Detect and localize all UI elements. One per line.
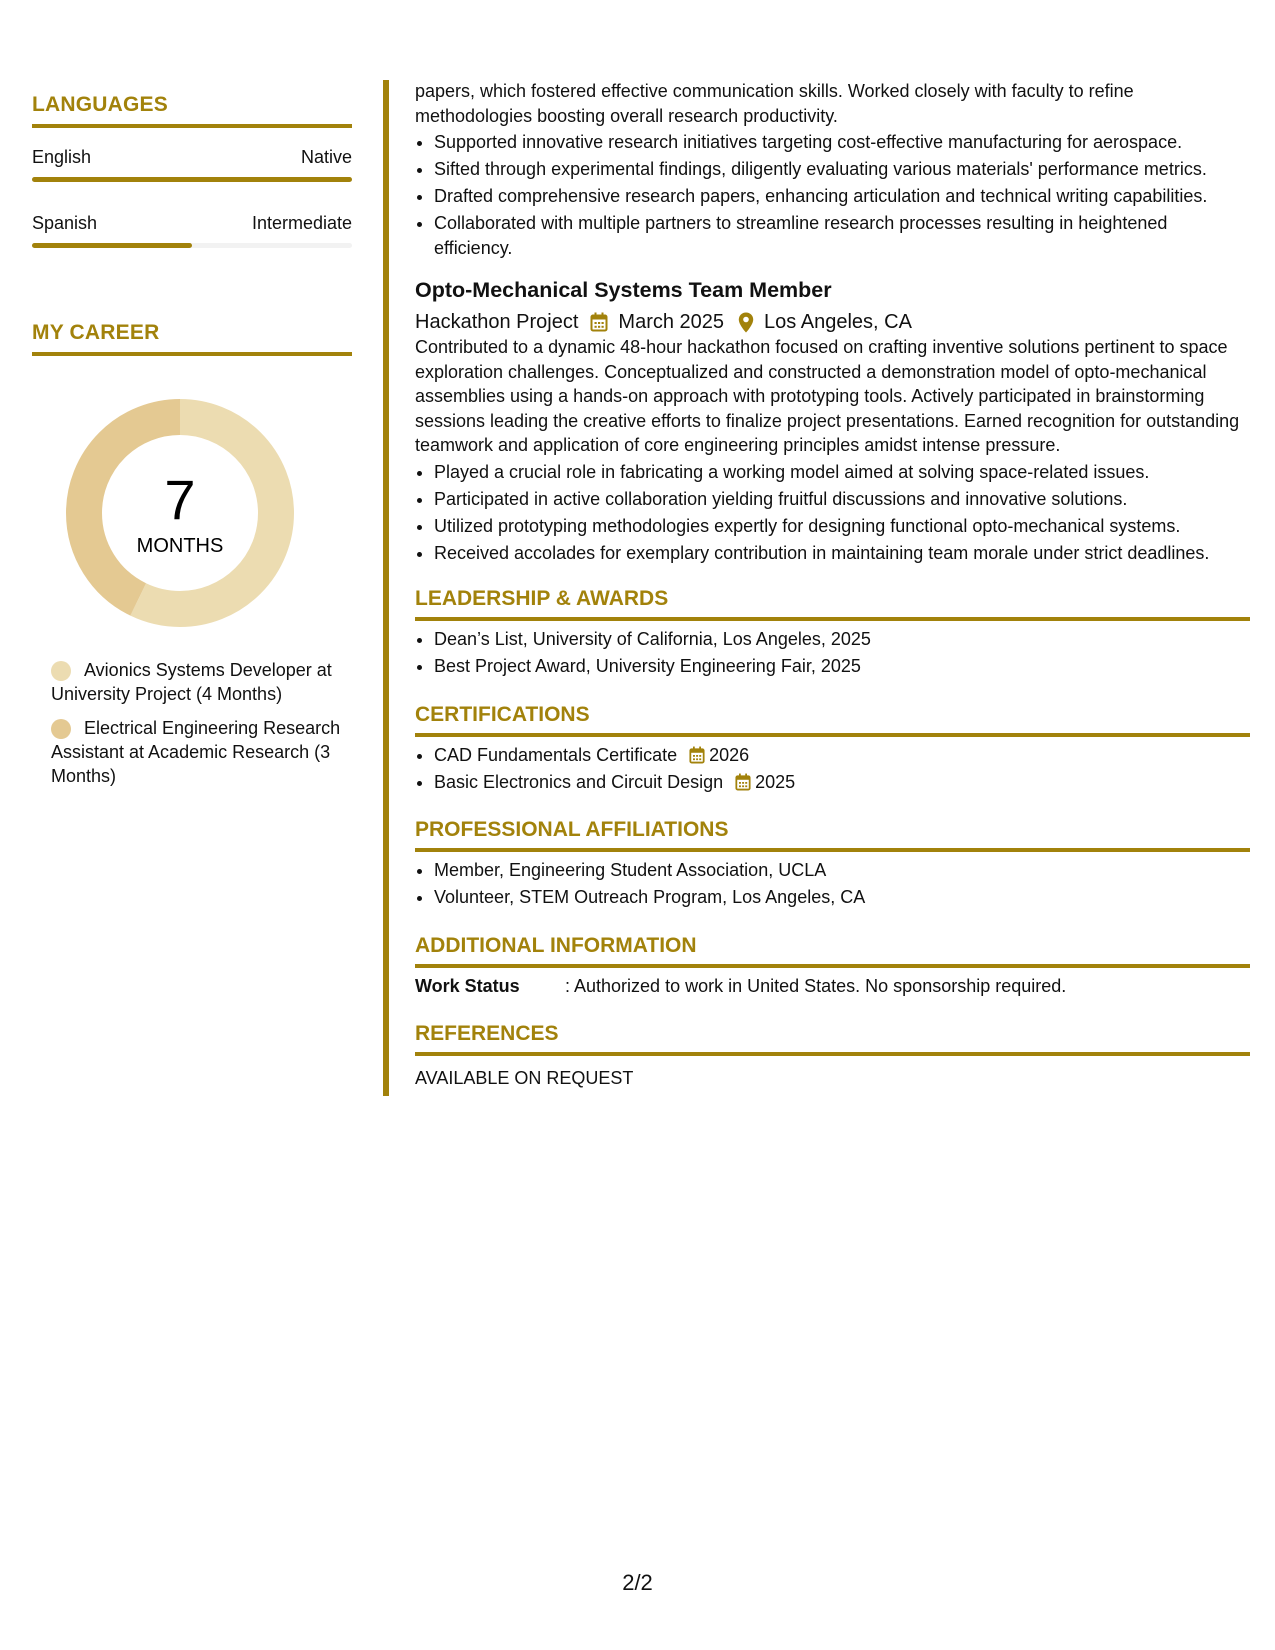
right-column — [415, 79, 1250, 1091]
leadership-list — [415, 627, 1250, 679]
list-item: • Dean’s List, University of California, Los Angeles, 2025 — [434, 627, 1250, 652]
calendar-icon — [735, 773, 751, 791]
list-item: • Participated in active collaboration yielding fruitful discussions and innovative solutions. — [434, 487, 1250, 512]
additional-info-heading: ADDITIONAL INFORMATION — [415, 933, 1250, 968]
entry-org: Hackathon Project — [415, 311, 579, 333]
work-status-label: Work Status — [415, 975, 520, 996]
list-item: • Utilized prototyping methodologies expertly for designing functional opto-mechanical systems. — [434, 514, 1250, 539]
legend-item — [51, 658, 351, 706]
language-bar-spanish — [32, 243, 352, 248]
page-number: 2/2 — [622, 1570, 653, 1595]
legend-dot — [51, 661, 71, 681]
language-bar-fill — [32, 177, 352, 182]
affiliations-heading: PROFESSIONAL AFFILIATIONS — [415, 817, 1250, 852]
entry-date: March 2025 — [618, 311, 725, 333]
list-item: • Best Project Award, University Engineering Fair, 2025 — [434, 654, 1250, 679]
list-item: • Supported innovative research initiatives targeting cost-effective manufacturing for aerospace. — [434, 130, 1250, 155]
languages-heading: LANGUAGES — [32, 92, 352, 128]
career-total-unit: MONTHS — [136, 535, 224, 557]
entry-meta — [415, 309, 1250, 335]
calendar-icon — [689, 746, 705, 764]
career-heading: MY CAREER — [32, 320, 352, 356]
work-status-row — [415, 974, 1250, 999]
references-text: AVAILABLE ON REQUEST — [415, 1068, 634, 1088]
legend-item — [51, 716, 351, 788]
language-name: Spanish — [32, 213, 98, 233]
certification-year: 2025 — [755, 771, 796, 792]
calendar-icon — [590, 312, 608, 332]
language-level: Native — [300, 147, 352, 167]
legend-label: Electrical Engineering Research Assistant at Academic Research (3 Months) — [51, 718, 341, 786]
leadership-heading: LEADERSHIP & AWARDS — [415, 586, 1250, 621]
column-divider — [383, 80, 389, 1096]
list-item: • Drafted comprehensive research papers, enhancing articulation and technical writing capabilities. — [434, 184, 1250, 209]
entry-bullets — [415, 460, 1250, 566]
left-column — [32, 92, 352, 798]
career-donut-chart — [65, 398, 295, 628]
certification-row — [434, 743, 1250, 768]
map-pin-icon — [738, 312, 754, 333]
certifications-list — [415, 743, 1250, 795]
entry-title: Opto-Mechanical Systems Team Member — [415, 278, 832, 302]
entry-description: Contributed to a dynamic 48-hour hackathon focused on crafting inventive solutions pertinent to space exploration challenges. Conceptualized and constructed a demonstration model of opto-mechanical assemblies using a hands-on approach with prototyping tools. Actively participated in brainstorming sessions leading the creative efforts to finalize project presentations. Earned recognition for outstanding teamwork and application of core engineering principles amidst intense pressure. — [415, 337, 1240, 455]
experience-bullets — [415, 130, 1250, 260]
list-item: • Member, Engineering Student Association, UCLA — [434, 858, 1250, 883]
language-level: Intermediate — [251, 213, 352, 233]
legend-label: Avionics Systems Developer at University Project (4 Months) — [51, 660, 332, 704]
list-item: • Played a crucial role in fabricating a working model aimed at solving space-related issues. — [434, 460, 1250, 485]
list-item — [434, 770, 1250, 795]
career-section — [32, 320, 352, 788]
list-item: • Collaborated with multiple partners to streamline research processes resulting in heightened efficiency. — [434, 211, 1250, 260]
certification-name: • CAD Fundamentals Certificate — [434, 744, 678, 765]
legend-dot — [51, 719, 71, 739]
language-row-english — [32, 146, 352, 168]
language-row-spanish — [32, 212, 352, 234]
certifications-heading: CERTIFICATIONS — [415, 702, 1250, 737]
language-bar-english — [32, 177, 352, 182]
language-name: English — [32, 147, 92, 167]
work-status-value: : Authorized to work in United States. No sponsorship required. — [565, 975, 1067, 996]
affiliations-list — [415, 858, 1250, 910]
experience-continued-text: papers, which fostered effective communication skills. Worked closely with faculty to refine methodologies boosting overall research productivity. — [415, 81, 1134, 126]
list-item: • Sifted through experimental findings, diligently evaluating various materials' performance metrics. — [434, 157, 1250, 182]
list-item: • Received accolades for exemplary contribution in maintaining team morale under strict deadlines. — [434, 541, 1250, 566]
career-total-value: 7 — [164, 468, 196, 531]
entry-location: Los Angeles, CA — [764, 311, 912, 333]
certification-row — [434, 770, 1250, 795]
list-item — [434, 743, 1250, 768]
references-heading: REFERENCES — [415, 1021, 1250, 1056]
language-bar-fill — [32, 243, 192, 248]
certification-year: 2026 — [709, 744, 750, 765]
certification-name: • Basic Electronics and Circuit Design — [434, 771, 724, 792]
career-legend — [51, 658, 351, 788]
list-item: • Volunteer, STEM Outreach Program, Los Angeles, CA — [434, 885, 1250, 910]
